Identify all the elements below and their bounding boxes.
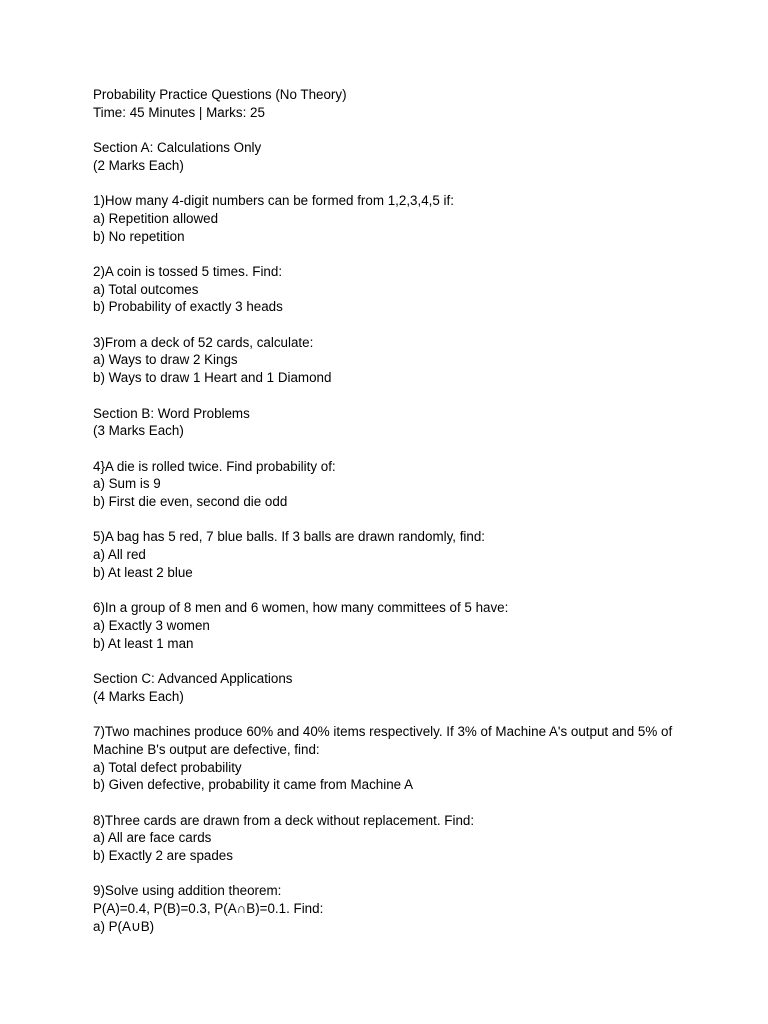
question-text: 6)In a group of 8 men and 6 women, how many committees of 5 have: xyxy=(93,600,509,616)
question-1 xyxy=(93,192,733,245)
document-header xyxy=(93,86,733,121)
question-part: b) Probability of exactly 3 heads xyxy=(93,299,283,315)
question-2 xyxy=(93,263,733,316)
question-given: P(A)=0.4, P(B)=0.3, P(A∩B)=0.1. Find: xyxy=(93,901,324,917)
question-part: b) At least 2 blue xyxy=(93,564,193,580)
question-text: 3)From a deck of 52 cards, calculate: xyxy=(93,334,314,350)
question-part: a) Ways to draw 2 Kings xyxy=(93,352,238,368)
section-marks: (3 Marks Each) xyxy=(93,423,184,439)
question-5 xyxy=(93,528,733,581)
question-part: b) First die even, second die odd xyxy=(93,494,288,510)
section-b xyxy=(93,405,733,653)
question-part: b) No repetition xyxy=(93,228,185,244)
question-part: a) Exactly 3 women xyxy=(93,617,210,633)
question-part: b) Ways to draw 1 Heart and 1 Diamond xyxy=(93,370,332,386)
question-text: 4}A die is rolled twice. Find probability of: xyxy=(93,458,336,474)
question-part: b) At least 1 man xyxy=(93,635,194,651)
section-marks: (2 Marks Each) xyxy=(93,157,184,173)
question-part: a) Total defect probability xyxy=(93,759,242,775)
question-text: 9)Solve using addition theorem: xyxy=(93,883,282,899)
question-text: 1)How many 4-digit numbers can be formed from 1,2,3,4,5 if: xyxy=(93,193,454,209)
question-part: a) Repetition allowed xyxy=(93,210,219,226)
question-3 xyxy=(93,334,733,387)
exam-meta: Time: 45 Minutes | Marks: 25 xyxy=(93,104,265,120)
question-part: a) P(A∪B) xyxy=(93,918,155,934)
section-a xyxy=(93,139,733,387)
section-title: Section A: Calculations Only xyxy=(93,140,262,156)
question-part: a) Total outcomes xyxy=(93,281,199,297)
question-text: 7)Two machines produce 60% and 40% items respectively. If 3% of Machine A's output and 5% of Machine B's output are defective, find: xyxy=(93,724,676,757)
question-text: 2)A coin is tossed 5 times. Find: xyxy=(93,263,283,279)
document-title: Probability Practice Questions (No Theory) xyxy=(93,87,347,102)
question-part: a) All red xyxy=(93,547,146,563)
question-9 xyxy=(93,882,733,935)
question-6 xyxy=(93,599,733,652)
question-text: 5)A bag has 5 red, 7 blue balls. If 3 balls are drawn randomly, find: xyxy=(93,529,486,545)
section-title: Section C: Advanced Applications xyxy=(93,671,293,687)
question-4 xyxy=(93,458,733,511)
question-8 xyxy=(93,812,733,865)
section-marks: (4 Marks Each) xyxy=(93,688,184,704)
section-title: Section B: Word Problems xyxy=(93,405,250,421)
question-part: a) Sum is 9 xyxy=(93,476,161,492)
question-7 xyxy=(93,723,733,794)
question-part: b) Given defective, probability it came from Machine A xyxy=(93,777,414,793)
question-text: 8)Three cards are drawn from a deck without replacement. Find: xyxy=(93,812,475,828)
question-part: a) All are face cards xyxy=(93,830,212,846)
document-page xyxy=(93,86,733,936)
question-part: b) Exactly 2 are spades xyxy=(93,848,233,864)
section-c xyxy=(93,670,733,936)
